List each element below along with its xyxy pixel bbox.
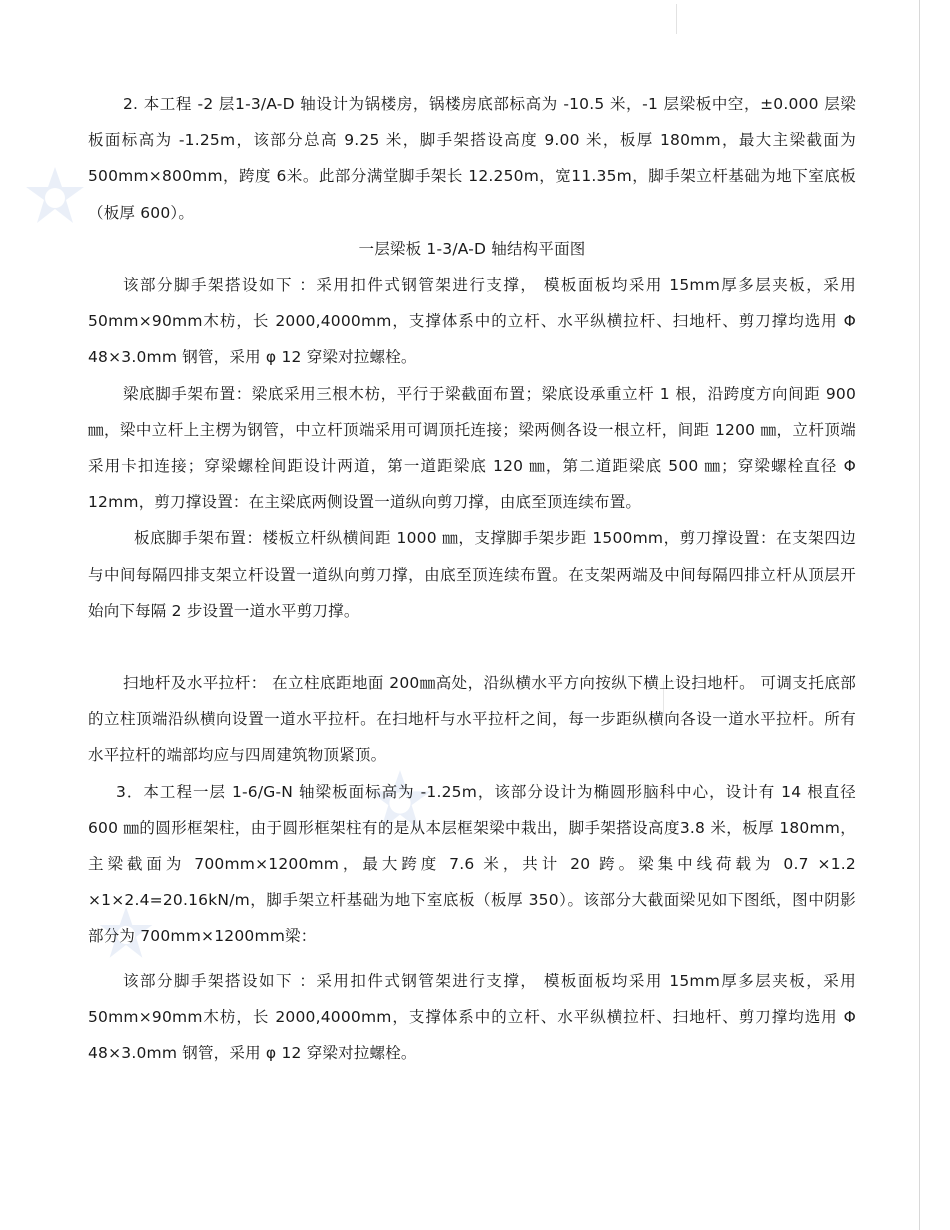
page-right-edge bbox=[919, 0, 920, 1230]
page-top-mark bbox=[676, 4, 677, 34]
figure-caption: 一层梁板 1-3/A-D 轴结构平面图 bbox=[358, 239, 586, 258]
snowflake-watermark-icon bbox=[22, 165, 88, 231]
paragraph-4: 板底脚手架布置：楼板立杆纵横间距 1000 ㎜，支撑脚手架步距 1500mm，剪刀撑设置：在支架四边与中间每隔四排支架立杆设置一道纵向剪刀撑，由底至顶连续布置。在支架两端及中间每隔四排立杆从顶层开始向下每隔 2 步设置一道水平剪刀撑。 bbox=[88, 529, 856, 620]
spacer bbox=[88, 955, 856, 963]
paragraph-2: 该部分脚手架搭设如下 ：采用扣件式钢管架进行支撑， 模板面板均采用 15mm厚多层夹板，采用 50mm×90mm木枋，长 2000,4000mm，支撑体系中的立杆、水平纵横拉杆、扫地杆、剪刀撑均选用 Φ 48×3.0mm 钢管，采用 φ 12 穿梁对拉螺栓。 bbox=[88, 276, 856, 367]
document-body bbox=[88, 86, 856, 1071]
spacer bbox=[88, 629, 856, 665]
paragraph-5: 扫地杆及水平拉杆： 在立柱底距地面 200㎜高处，沿纵横水平方向按纵下横上设扫地杆。 可调支托底部的立柱顶端沿纵横向设置一道水平拉杆。在扫地杆与水平拉杆之间，每一步距纵横向各设一道水平拉杆。所有水平拉杆的端部均应与四周建筑物顶紧顶。 bbox=[88, 674, 856, 765]
paragraph-6: 3．本工程一层 1-6/G-N 轴梁板面标高为 -1.25m，该部分设计为椭圆形脑科中心，设计有 14 根直径 600 ㎜的圆形框架柱，由于圆形框架柱有的是从本层框架梁中栽出，脚手架搭设高度3.8 米，板厚 180mm，主梁截面为 700mm×1200mm，最大跨度 7.6 米，共计 20 跨。梁集中线荷载为 0.7 ×1.2 ×1×2.4=20.16kN/m，脚手架立杆基础为地下室底板（板厚 350）。该部分大截面梁见如下图纸，图中阴影部分为 700mm×1200mm梁： bbox=[88, 782, 856, 946]
paragraph-7: 该部分脚手架搭设如下 ：采用扣件式钢管架进行支撑， 模板面板均采用 15mm厚多层夹板，采用 50mm×90mm木枋，长 2000,4000mm，支撑体系中的立杆、水平纵横拉杆、扫地杆、剪刀撑均选用 Φ 48×3.0mm 钢管，采用 φ 12 穿梁对拉螺栓。 bbox=[88, 971, 856, 1063]
paragraph-1: 2. 本工程 -2 层1-3/A-D 轴设计为锅楼房，锅楼房底部标高为 -10.5 米，-1 层梁板中空，±0.000 层梁板面标高为 -1.25m，该部分总高 9.25 米，脚手架搭设高度 9.00 米，板厚 180mm，最大主梁截面为 500mm×800mm，跨度 6米。此部分满堂脚手架长 12.250m，宽11.35m，脚手架立杆基础为地下室底板（板厚 600）。 bbox=[88, 95, 856, 222]
paragraph-3: 梁底脚手架布置：梁底采用三根木枋，平行于梁截面布置；梁底设承重立杆 1 根，沿跨度方向间距 900 ㎜，梁中立杆上主楞为钢管，中立杆顶端采用可调顶托连接；梁两侧各设一根立杆，间距 1200 ㎜，立杆顶端采用卡扣连接；穿梁螺栓间距设计两道，第一道距梁底 120 ㎜，第二道距梁底 500 ㎜；穿梁螺栓直径 Φ 12mm，剪刀撑设置：在主梁底两侧设置一道纵向剪刀撑，由底至顶连续布置。 bbox=[88, 384, 856, 512]
